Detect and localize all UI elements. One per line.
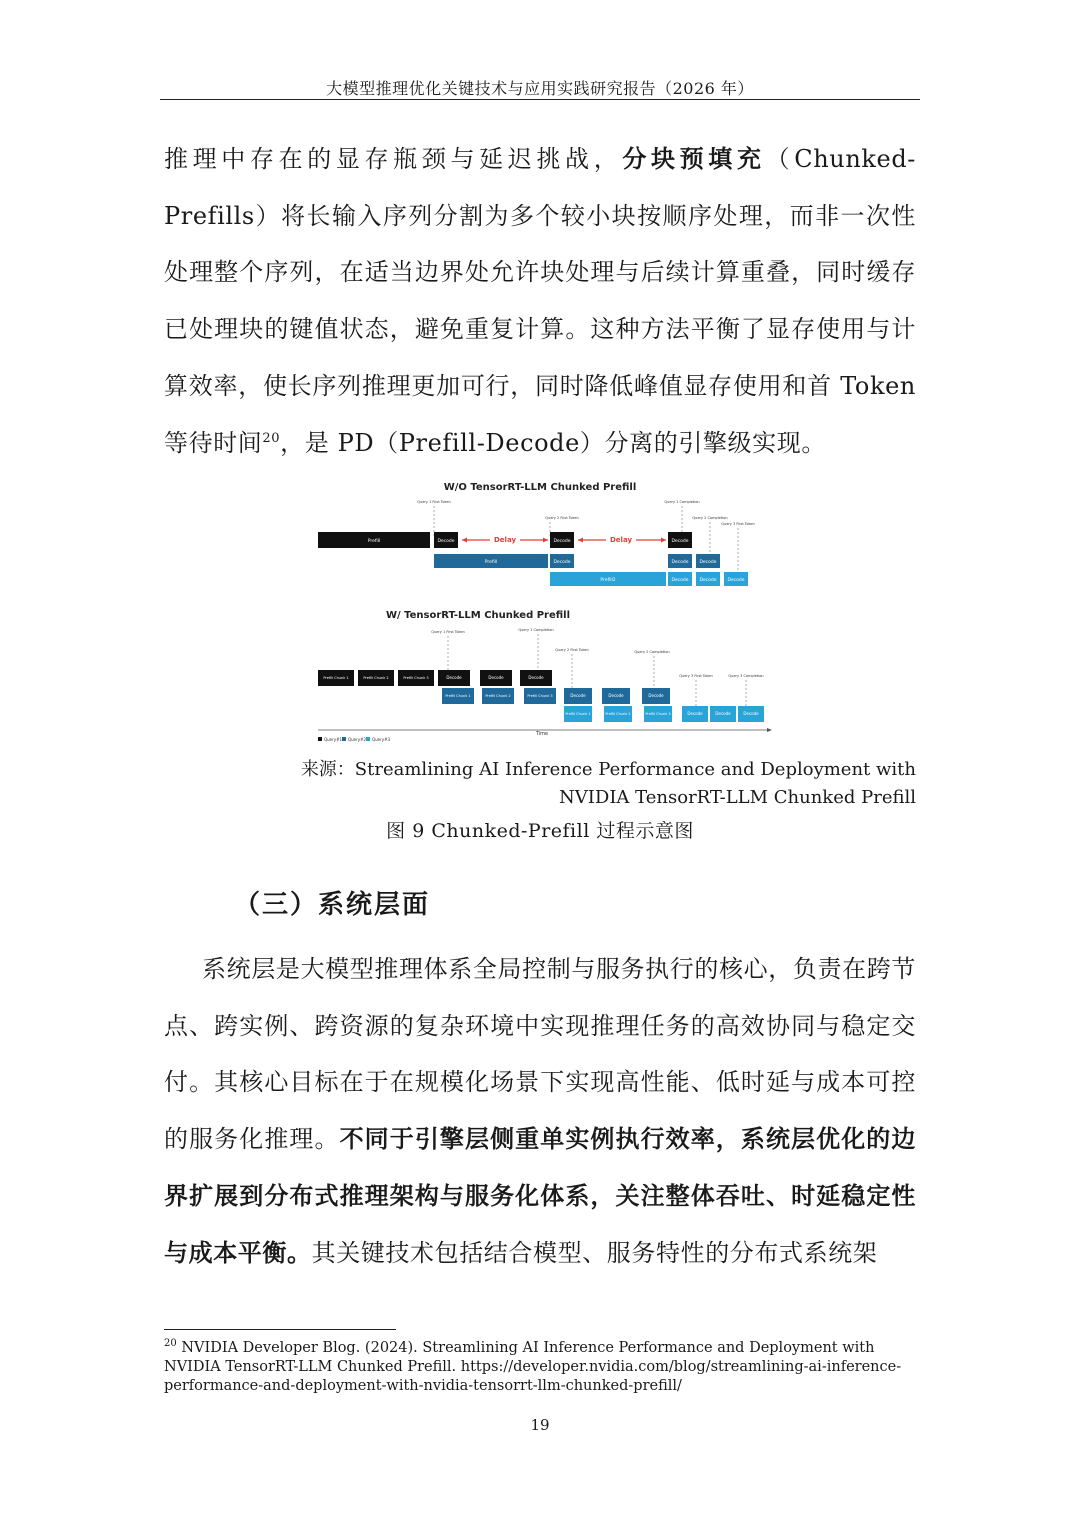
top-decode-q2-label-2: Decode — [671, 560, 689, 565]
bottom-chunk3-q2-label: Prefill Chunk 3 — [527, 694, 553, 698]
bottom-chunk1-q2-label: Prefill Chunk 1 — [445, 694, 471, 698]
top-q1-first-label: Query 1 First Token — [417, 500, 451, 504]
legend-q3-label: Query#3 — [372, 737, 391, 742]
paragraph-system-layer — [164, 941, 916, 1281]
p2-bold-text: 不同于引擎层侧重单实例执行效率，系统层优化的边界扩展到分布式推理架构与服务化体系，关注整体吞吐、时延稳定性与成本平衡。 — [164, 1125, 916, 1267]
top-q3-first-label: Query 3 First Token — [721, 522, 755, 526]
top-decode-q1-label-3: Decode — [671, 539, 689, 544]
bottom-q1-done-label: Query 1 Completion — [518, 628, 554, 632]
section-heading: （三）系统层面 — [234, 890, 431, 920]
source-line-1: 来源：Streamlining AI Inference Performance and Deployment with — [300, 759, 916, 780]
legend-q2-swatch — [342, 737, 346, 741]
bottom-q2-done-label: Query 2 Completion — [634, 650, 670, 654]
legend-q2-label: Query#2 — [348, 737, 367, 742]
top-decode-q3-label-3: Decode — [727, 578, 745, 583]
paragraph-chunked-prefill — [164, 131, 916, 471]
top-decode-q2-label-3: Decode — [699, 560, 717, 565]
footnote-ref-20[interactable]: 20 — [262, 430, 281, 446]
delay-label-2: Delay — [609, 536, 633, 544]
bottom-chunk3-q1-label: Prefill Chunk 3 — [403, 676, 429, 680]
p1-text-a: 推理中存在的显存瓶颈与延迟挑战， — [164, 145, 623, 173]
bottom-chunk1-q1-label: Prefill Chunk 1 — [323, 676, 349, 680]
chunked-prefill-diagram — [314, 476, 776, 748]
bottom-chunk2-q1-label: Prefill Chunk 2 — [363, 676, 389, 680]
top-prefill2-q3-label: Prefill2 — [600, 578, 616, 583]
top-prefill-q1-label: Prefill — [367, 539, 381, 544]
bottom-decode-q3-label-2: Decode — [715, 711, 731, 716]
bottom-decode-q1-label-3: Decode — [528, 675, 544, 680]
top-prefill-q2-label: Prefill — [484, 560, 498, 565]
bottom-q3-done-label: Query 3 Completion — [728, 674, 764, 678]
bottom-chunk3-q3-label: Prefill Chunk 3 — [645, 712, 671, 716]
bottom-decode-q2-label-1: Decode — [570, 693, 586, 698]
bottom-q1-first-label: Query 1 First Token — [431, 630, 465, 634]
bottom-chunk2-q3-label: Prefill Chunk 2 — [605, 712, 631, 716]
bottom-decode-q3-label-3: Decode — [743, 711, 759, 716]
time-axis-label: Time — [535, 731, 549, 737]
bottom-q3-first-label: Query 3 First Token — [679, 674, 713, 678]
footnote-text[interactable]: NVIDIA Developer Blog. (2024). Streamlining AI Inference Performance and Deployment with NVIDIA TensorRT-LLM Chunked Prefill. https://developer.nvidia.com/blog/streamlining-ai-inference-performance-and-deployment-with-nvidia-tensorrt-llm-chunked-prefill/ — [164, 1340, 902, 1394]
top-q2-first-label: Query 2 First Token — [545, 516, 579, 520]
footnote-rule — [164, 1329, 396, 1330]
running-header: 大模型推理优化关键技术与应用实践研究报告（2026 年） — [326, 79, 754, 98]
bottom-decode-q2-label-2: Decode — [608, 693, 624, 698]
p1-bold-term: 分块预填充 — [622, 145, 766, 173]
top-q2-done-label: Query 2 Completion — [692, 516, 728, 520]
fig-bottom-title: W/ TensorRT-LLM Chunked Prefill — [385, 610, 571, 621]
footnote-number: 20 — [164, 1338, 177, 1350]
top-q1-done-label: Query 1 Completion — [664, 500, 700, 504]
p2-text-a: 系统层是大模型推理体系全局控制与服务执行的核心，负责在跨节点、跨实例、跨资源的复杂环境中实现推理任务的高效协同与稳定交付。其核心目标在于在规模化场景下实现高性能、低时延与成本可控的服务化推理。 — [164, 955, 916, 1154]
bottom-chunk2-q2-label: Prefill Chunk 2 — [485, 694, 511, 698]
p1-text-c: （Chunked-Prefills）将长输入序列分割为多个较小块按顺序处理，而非一次性处理整个序列，在适当边界处允许块处理与后续计算重叠，同时缓存已处理块的键值状态，避免重复计算。这种方法平衡了显存使用与计算效率，使长序列推理更加可行，同时降低峰值显存使用和首 Token 等待时间 — [164, 145, 916, 457]
legend-q1-swatch — [318, 737, 322, 741]
source-line-2: NVIDIA TensorRT-LLM Chunked Prefill — [559, 787, 916, 808]
bottom-decode-q1-label-1: Decode — [446, 675, 462, 680]
delay-label-1: Delay — [493, 536, 517, 544]
legend-q1-label: Query#1 — [324, 737, 343, 742]
figure-caption: 图 9 Chunked-Prefill 过程示意图 — [386, 820, 694, 842]
bottom-decode-q1-label-2: Decode — [488, 675, 504, 680]
p1-text-d: ，是 PD（Prefill-Decode）分离的引擎级实现。 — [280, 428, 826, 457]
figure-source — [300, 756, 916, 812]
top-decode-q2-label-1: Decode — [553, 560, 571, 565]
bottom-decode-q2-label-3: Decode — [648, 693, 664, 698]
bottom-decode-q3-label-1: Decode — [687, 711, 703, 716]
header-rule — [160, 99, 920, 100]
bottom-chunk1-q3-label: Prefill Chunk 1 — [565, 712, 591, 716]
top-decode-q1-label-1: Decode — [437, 539, 455, 544]
legend-q3-swatch — [366, 737, 370, 741]
fig-top-title: W/O TensorRT-LLM Chunked Prefill — [443, 482, 637, 493]
p2-text-c: 其关键技术包括结合模型、服务特性的分布式系统架 — [311, 1238, 878, 1267]
top-decode-q3-label-2: Decode — [699, 578, 717, 583]
top-decode-q1-label-2: Decode — [553, 539, 571, 544]
footnote-20 — [164, 1339, 916, 1396]
top-decode-q3-label-1: Decode — [671, 578, 689, 583]
bottom-q2-first-label: Query 2 First Token — [555, 648, 589, 652]
page-number: 19 — [530, 1416, 550, 1434]
